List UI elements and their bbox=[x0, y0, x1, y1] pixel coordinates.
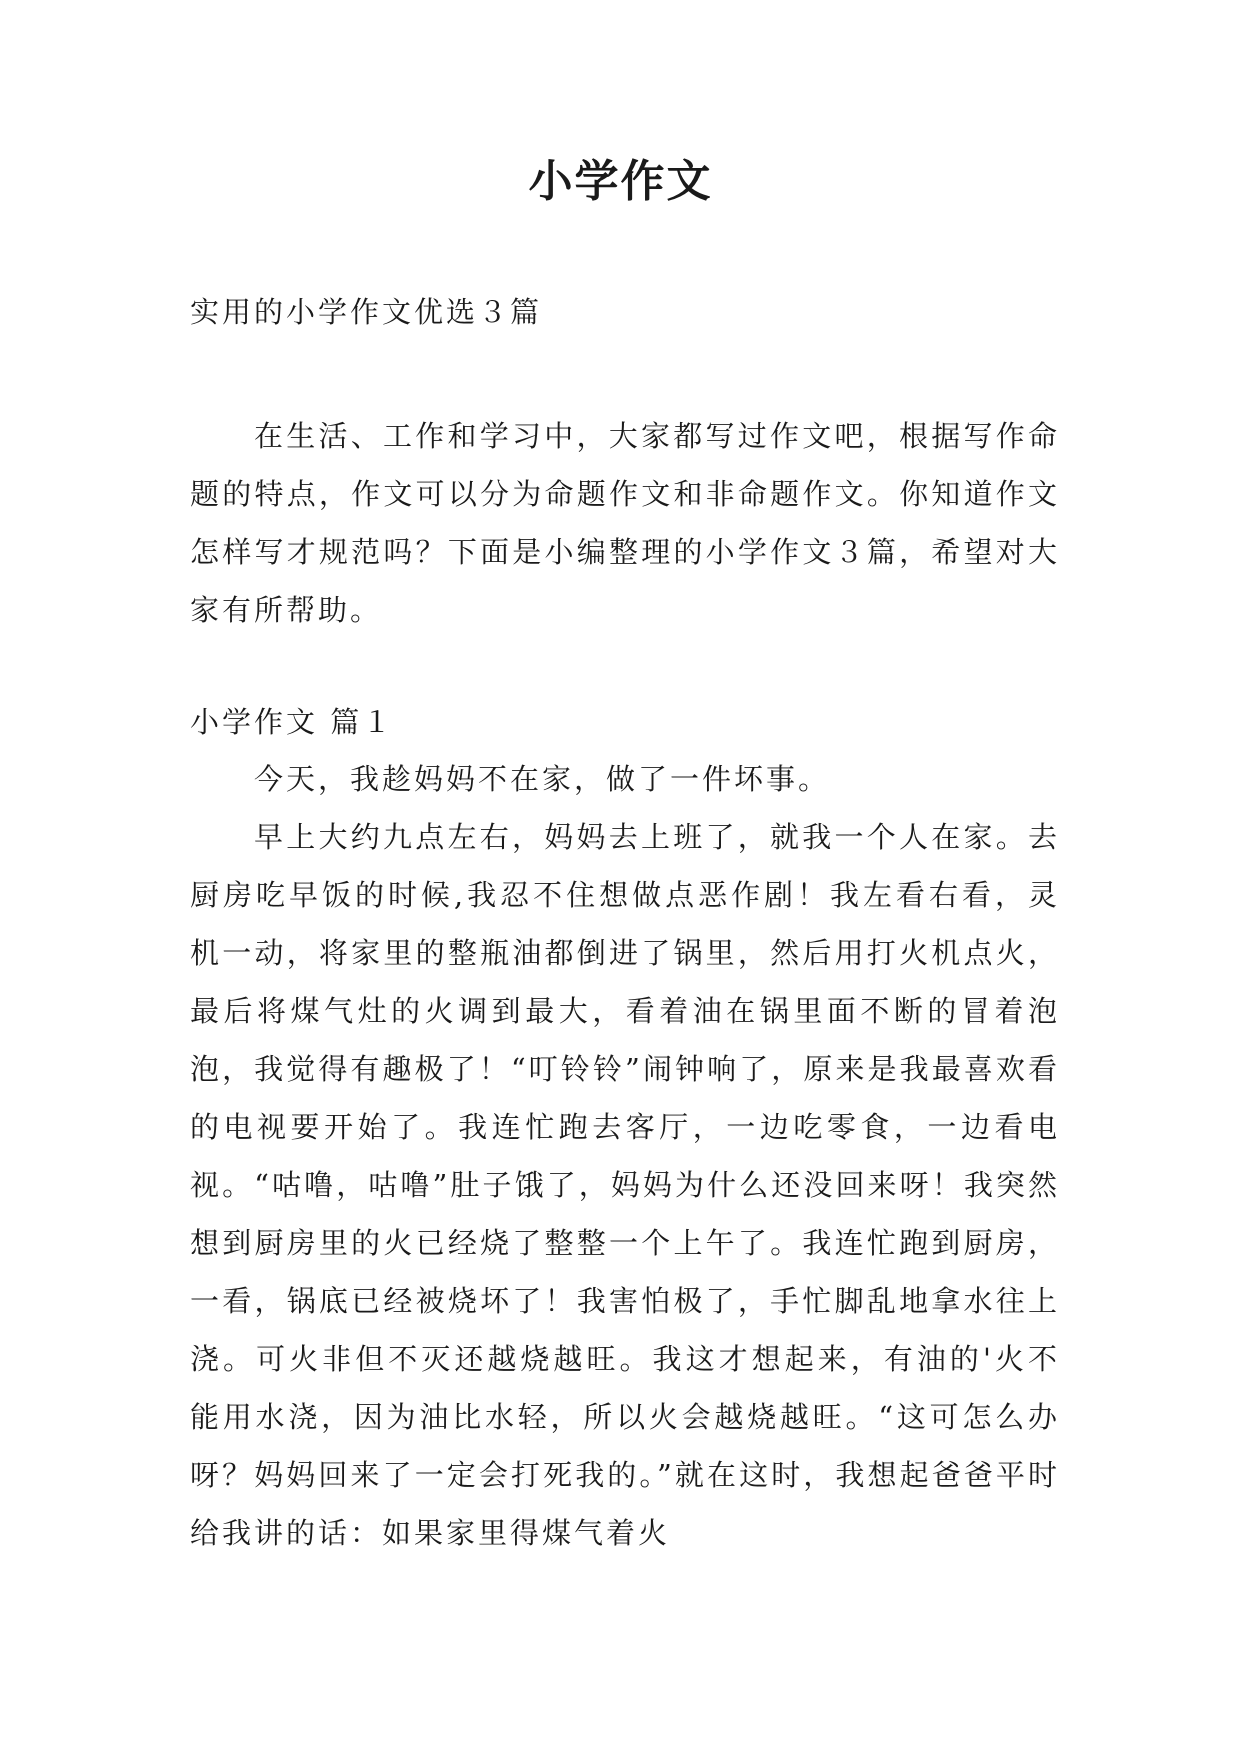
document-title: 小学作文 bbox=[528, 156, 713, 207]
body-paragraph-2: 早上大约九点左右，妈妈去上班了，就我一个人在家。去厨房吃早饭的时候,我忍不住想做点恶作剧！我左看右看，灵机一动，将家里的整瓶油都倒进了锅里，然后用打火机点火，最后将煤气灶的火调到最大，看着油在锅里面不断的冒着泡泡，我觉得有趣极了！“叮铃铃”闹钟响了，原来是我最喜欢看的电视要开始了。我连忙跑去客厅，一边吃零食，一边看电视。“咕噜，咕噜”肚子饿了，妈妈为什么还没回来呀！我突然想到厨房里的火已经烧了整整一个上午了。我连忙跑到厨房，一看，锅底已经被烧坏了！我害怕极了，手忙脚乱地拿水往上浇。可火非但不灭还越烧越旺。我这才想起来，有油的'火不能用水浇，因为油比水轻，所以火会越烧越旺。“这可怎么办呀？妈妈回来了一定会打死我的。”就在这时，我想起爸爸平时给我讲的话：如果家里得煤气着火 bbox=[190, 820, 1060, 1550]
body-paragraph-1: 今天，我趁妈妈不在家，做了一件坏事。 bbox=[254, 762, 831, 796]
document-subtitle: 实用的小学作文优选３篇 bbox=[190, 295, 543, 329]
intro-paragraph: 在生活、工作和学习中，大家都写过作文吧，根据写作命题的特点，作文可以分为命题作文和非命题作文。你知道作文怎样写才规范吗？下面是小编整理的小学作文３篇，希望对大家有所帮助。 bbox=[190, 419, 1060, 627]
section-heading: 小学作文 篇１ bbox=[190, 705, 395, 739]
